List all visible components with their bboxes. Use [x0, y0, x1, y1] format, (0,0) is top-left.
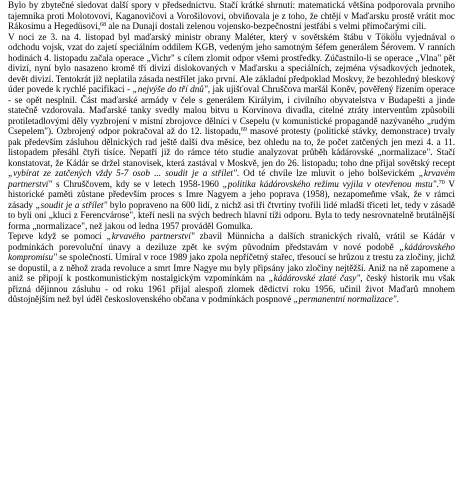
text-run: s Chruščovem, kdy se v letech 1958-1960 [52, 178, 223, 189]
footnote-ref: 68 [100, 22, 107, 28]
quoted-phrase: „kádárovské zlaté časy" [268, 273, 361, 283]
text-run: se společností. Umíral v roce 1989 jako zpola nepříčetný stařec, třesoucí se hrůzou z trestu za zločiny, jichž se dopustil, a z něhož zrada revoluce a smrt Imre Nagye mu byly připsány jako zločiny nejtěžší. Aniž na ně zapomene a aniž se připojí k postkomunistickým nostalgickým vzpomínkám na [8, 252, 455, 283]
quoted-phrase: „kádárovského kompromisu" [8, 241, 455, 262]
quoted-phrase: „nejvýše do tří dnů" [132, 84, 208, 94]
text-run: , český historik mu však přizná dějinnou zásluhu - od roku 1961 přijal alespoň zlomek dědictví roku 1956, učinil život Maďarů mnohem důstojnějším než byl úděl československého občana v podmínkách pospnové [8, 273, 455, 304]
paragraph-kadar-compromise [8, 231, 455, 305]
text-run: zbavil Münnicha a dalších stranických rivalů, vrátil se Kádár v podmínkách porevoluční únavy a deziluze zpět ke svým původním představám v nové podobě [8, 231, 455, 252]
quoted-phrase: „politika kádárovského režimu vyjila v otevřenou mstu" [222, 178, 437, 189]
text-run: V noci ze 3. na 4. listopad byl maďarský ministr obrany Maléter, který v sovětském štábu v Tököl̈u vyjednával o odchodu vojsk, vzat do zajetí speciálním oddílem KGB, vedeným jeho samotným šéfem generálem Šérovem. V ranních hodinách 4. listopadu začala operace „Vichr" s cílem zlomit odpor všemi prostředky. Zúčastnilo-li se operace „Vlna" pět divizí, nyní bylo nasazeno kromě tří divizí dislokovaných v Maďarsku a speciálních, zejména výsadkových jednotek, devět divizí. Tentokrát již neplatila zásada nestřílet jako první. Ale základní předpoklad Moskvy, že bezohledný bleskový úder povede k rychlé pacifikaci - [8, 31, 455, 94]
text-run: V historické paměti zůstane především proces s Imre Nagyem a jeho poprava (1958), nezapomeňme však, že v rámci zásady [8, 178, 456, 210]
text-run: . [396, 294, 399, 304]
text-run: Teprve když se pomocí [8, 231, 107, 241]
text-run: masové protesty (politické stávky, demonstrace) trvaly pak především zásluhou dělnických rad ještě další dva měsíce, bez ohledu na to, že počet zatčených jen mezi 4. a 11. listopadem přesáhl čtyři tisíce. Nepatří již do rámce této studie analyzovat průběh kádárovské „normalizace". Stačí konstatovat, že Kádár se držel stanovisek, která zastával v Moskvě, jen do 26. listopadu; toho dne přijal sovětský recept [8, 126, 455, 168]
text-run: . Od té chvíle lze mluvit o jeho bolševickém [236, 168, 419, 178]
footnote-ref: 69 [240, 127, 247, 133]
quoted-phrase: „permanentní normalizace" [293, 294, 397, 304]
quoted-phrase: „krvavého partnerství" [106, 231, 195, 241]
paragraph-presidium-disputes [8, 0, 455, 32]
quoted-phrase: „krvavém partnerství" [8, 168, 455, 189]
text-run: bylo popraveno na 600 lidí, z nichž asi tři čtvrtiny tvořili lidé mladší třiceti let, tedy v zásadě to byli oni „kluci z Ferencvárose", kteří nesli na svých bedrech hlavní tíži odporu. Byla to tedy nesrovnatelně brutálnější forma „normalizace", než jakou od ledna 1957 prováděl Gomulka. [8, 199, 455, 231]
quoted-phrase: „vybírat ze zatčených vždy 5-7 osob ... soudit je a střílet" [8, 168, 237, 178]
footnote-ref: 70 [438, 179, 445, 186]
text-run: , jak ujišťoval Chruščova maršál Koněv, pověřený řízením operace - se opět nesplnil. Část maďarské armády v čele s generálem Királyim, i civilního obyvatelstva v Budapešti a jinde statečně vzdorovala. Maďarské tanky svedly malou bitvu u Korvínova divadla, citelné ztráty interventům způsobili protiletadlovými děly vyzbrojení v místní zbrojovce dělníci v Csepelu (v komunistické propagandě nazývaného „rudým Csepelem"). Ozbrojený odpor pokračoval až do 12. listopadu, [8, 84, 455, 136]
text-run: Bylo by zbytečné sledovat další spory v předsednictvu. Stačí krátké shrnutí: matematická většina podporovala prvního tajemníka proti Molotovovi, Kaganovičovi a Vorošilovovi, obviňovala je z toho, že chtějí v Maďarsku prostě vrátit moc Rákosimu a Hegedüsovi, [8, 0, 455, 31]
paragraph-operation-whirlwind [8, 32, 455, 232]
text-run: . [436, 178, 439, 189]
quoted-phrase: „soudit je a střílet" [35, 199, 108, 210]
text-run: ale na Dunaji dostali zelenou vojensko-bezpečnostní jestřábi s velmi přímočarými cíli. [106, 21, 427, 31]
